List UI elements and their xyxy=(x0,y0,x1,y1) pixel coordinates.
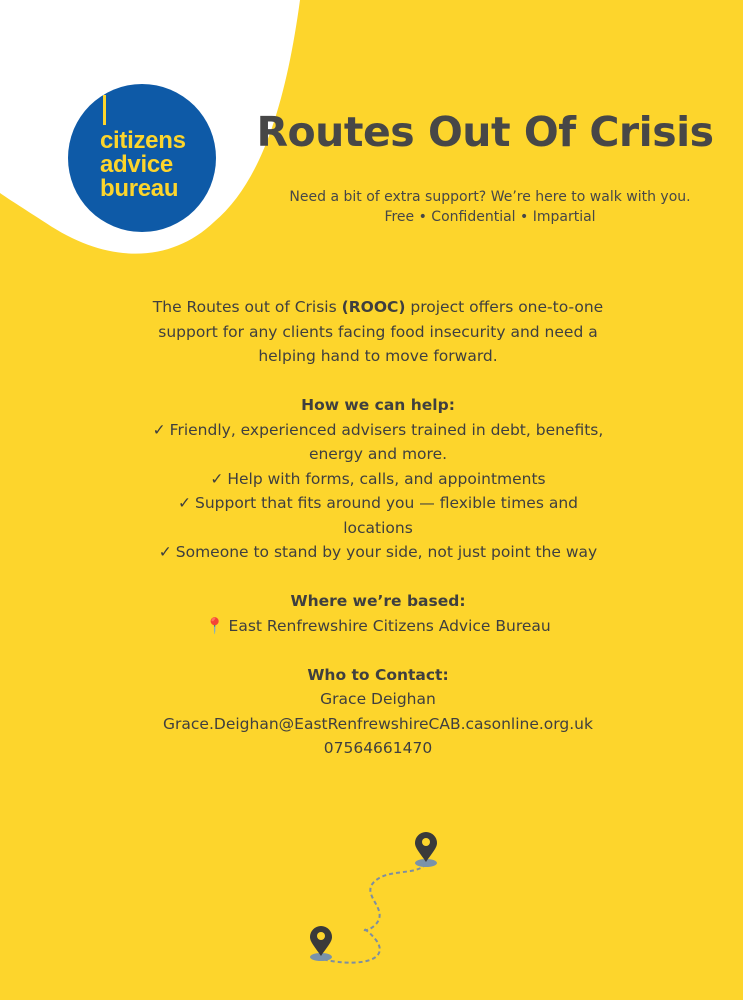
end-pin xyxy=(310,926,332,956)
help-item: ✓ Friendly, experienced advisers trained in debt, benefits, energy and more. xyxy=(152,420,604,463)
tagline: Need a bit of extra support? We’re here to walk with you. xyxy=(289,189,691,205)
check-icon: ✓ xyxy=(210,469,224,488)
help-item: ✓ Someone to stand by your side, not just point the way xyxy=(158,543,598,561)
check-icon: ✓ xyxy=(152,420,166,439)
values-line: Free • Confidential • Impartial xyxy=(384,209,596,225)
location-line: 📍 East Renfrewshire Citizens Advice Bureau xyxy=(205,616,551,635)
rooc-acronym: (ROOC) xyxy=(341,298,406,316)
logo-line-2: advice xyxy=(100,151,173,178)
logo-line-1: citizens xyxy=(100,127,186,154)
check-icon: ✓ xyxy=(158,543,172,561)
help-heading: How we can help: xyxy=(301,396,455,414)
help-item: ✓ Support that fits around you — flexible times and locations xyxy=(177,494,578,537)
intro-paragraph: The Routes out of Crisis (ROOC) project offers one-to-one support for any clients facing food insecurity and need a helping hand to move forward. xyxy=(152,298,604,365)
contact-email[interactable]: Grace.Deighan@EastRenfrewshireCAB.casonline.org.uk xyxy=(163,714,593,733)
start-pin xyxy=(415,832,437,862)
tagline-block xyxy=(270,187,710,227)
citizens-advice-logo xyxy=(68,84,216,232)
check-icon: ✓ xyxy=(177,494,191,512)
contact-phone[interactable]: 07564661470 xyxy=(323,739,433,757)
help-item: ✓ Help with forms, calls, and appointments xyxy=(210,469,546,488)
contact-name: Grace Deighan xyxy=(320,690,436,708)
location-pin-icon: 📍 xyxy=(205,616,225,635)
main-content xyxy=(150,295,606,761)
route-map-icon xyxy=(296,822,456,972)
logo-wordmark xyxy=(100,129,186,201)
contact-heading: Who to Contact: xyxy=(307,665,449,684)
location-heading: Where we’re based: xyxy=(290,592,466,610)
logo-bar xyxy=(103,95,106,125)
logo-line-3: bureau xyxy=(100,175,179,202)
route-path xyxy=(318,864,426,963)
page-title: Routes Out Of Crisis xyxy=(256,108,714,156)
